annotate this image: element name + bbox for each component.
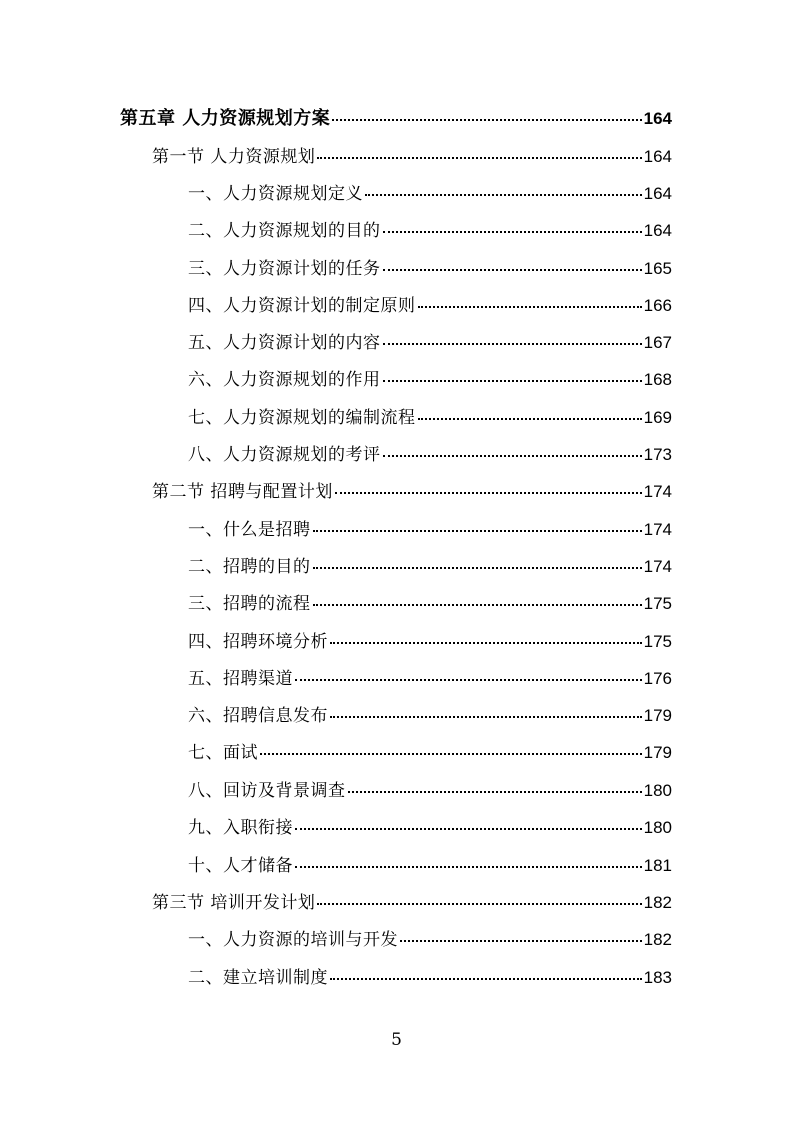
toc-page-number: 174 [643, 482, 672, 501]
dot-leader [383, 217, 642, 233]
toc-page-number: 183 [643, 968, 672, 987]
toc-page-number: 182 [643, 930, 672, 949]
toc-page-number: 180 [643, 781, 672, 800]
toc-entry-label: 八、人力资源规划的考评 [188, 445, 381, 465]
dot-leader [295, 665, 642, 681]
toc-page-number: 167 [643, 333, 672, 352]
toc-entry-label: 十、人才储备 [188, 856, 293, 876]
toc-item[interactable] [0, 853, 672, 879]
dot-leader [383, 329, 642, 345]
dot-leader [418, 404, 642, 420]
dot-leader [313, 590, 642, 606]
toc-item[interactable] [0, 629, 672, 655]
toc-section-2[interactable] [0, 479, 672, 505]
toc-item[interactable] [0, 591, 672, 617]
toc-page-number: 175 [643, 632, 672, 651]
toc-entry-label: 四、人力资源计划的制定原则 [188, 296, 416, 316]
toc-entry-label: 第二节 招聘与配置计划 [152, 482, 333, 502]
toc-item[interactable] [0, 927, 672, 953]
dot-leader [335, 478, 642, 494]
toc-item[interactable] [0, 256, 672, 282]
dot-leader [313, 553, 642, 569]
toc-item[interactable] [0, 965, 672, 991]
toc-entry-label: 六、人力资源规划的作用 [188, 370, 381, 390]
dot-leader [418, 292, 642, 308]
toc-item[interactable] [0, 554, 672, 580]
dot-leader [330, 628, 642, 644]
toc-entry-label: 三、人力资源计划的任务 [188, 259, 381, 279]
dot-leader [317, 889, 641, 905]
dot-leader [313, 516, 642, 532]
toc-page-number: 168 [643, 370, 672, 389]
toc-entry-label: 第一节 人力资源规划 [152, 147, 316, 167]
toc-entry-label: 二、建立培训制度 [188, 968, 328, 988]
toc-page-number: 179 [643, 706, 672, 725]
toc-page-number: 181 [643, 856, 672, 875]
toc-item[interactable] [0, 442, 672, 468]
toc-item[interactable] [0, 293, 672, 319]
dot-leader [330, 702, 642, 718]
toc-chapter-5[interactable] [0, 106, 672, 132]
toc-item[interactable] [0, 218, 672, 244]
dot-leader [383, 441, 642, 457]
toc-entry-label: 五、招聘渠道 [188, 669, 293, 689]
toc-page-number: 164 [643, 221, 672, 240]
toc-page-number: 176 [643, 669, 672, 688]
toc-entry-label: 第三节 培训开发计划 [152, 893, 316, 913]
dot-leader [383, 366, 642, 382]
dot-leader [295, 814, 642, 830]
toc-entry-label: 二、招聘的目的 [188, 557, 311, 577]
toc-entry-label: 二、人力资源规划的目的 [188, 221, 381, 241]
toc-entry-label: 五、人力资源计划的内容 [188, 333, 381, 353]
dot-leader [383, 255, 642, 271]
toc-page-number: 166 [643, 296, 672, 315]
toc-item[interactable] [0, 815, 672, 841]
toc-item[interactable] [0, 330, 672, 356]
toc-page-number: 179 [643, 743, 672, 762]
toc-entry-label: 六、招聘信息发布 [188, 706, 328, 726]
toc-page-number: 175 [643, 594, 672, 613]
dot-leader [400, 926, 642, 942]
dot-leader [260, 739, 642, 755]
dot-leader [332, 105, 641, 121]
toc-item[interactable] [0, 405, 672, 431]
dot-leader [330, 964, 642, 980]
toc-item[interactable] [0, 367, 672, 393]
toc-page-number: 164 [643, 109, 672, 128]
toc-page-number: 164 [643, 184, 672, 203]
dot-leader [317, 143, 641, 159]
toc-item[interactable] [0, 703, 672, 729]
dot-leader [295, 852, 642, 868]
toc-page-number: 174 [643, 520, 672, 539]
toc-entry-label: 七、人力资源规划的编制流程 [188, 408, 416, 428]
toc-entry-label: 一、什么是招聘 [188, 520, 311, 540]
toc-item[interactable] [0, 778, 672, 804]
toc-item[interactable] [0, 666, 672, 692]
toc-page-number: 182 [643, 893, 672, 912]
toc-entry-label: 一、人力资源的培训与开发 [188, 930, 398, 950]
dot-leader [365, 180, 642, 196]
toc-section-3[interactable] [0, 890, 672, 916]
toc-page-number: 173 [643, 445, 672, 464]
toc-item[interactable] [0, 181, 672, 207]
toc-entry-label: 八、回访及背景调查 [188, 781, 346, 801]
toc-entry-label: 七、面试 [188, 743, 258, 763]
toc-entry-label: 第五章 人力资源规划方案 [120, 108, 331, 129]
toc-page-number: 174 [643, 557, 672, 576]
toc-entry-label: 九、入职衔接 [188, 818, 293, 838]
dot-leader [348, 777, 642, 793]
toc-entry-label: 四、招聘环境分析 [188, 632, 328, 652]
toc-item[interactable] [0, 517, 672, 543]
toc-page-number: 180 [643, 818, 672, 837]
toc-entry-label: 一、人力资源规划定义 [188, 184, 363, 204]
toc-section-1[interactable] [0, 144, 672, 170]
toc-entry-label: 三、招聘的流程 [188, 594, 311, 614]
toc-page-number: 165 [643, 259, 672, 278]
toc-item[interactable] [0, 740, 672, 766]
page-number: 5 [391, 1030, 402, 1050]
toc-page-number: 164 [643, 147, 672, 166]
toc-page-number: 169 [643, 408, 672, 427]
